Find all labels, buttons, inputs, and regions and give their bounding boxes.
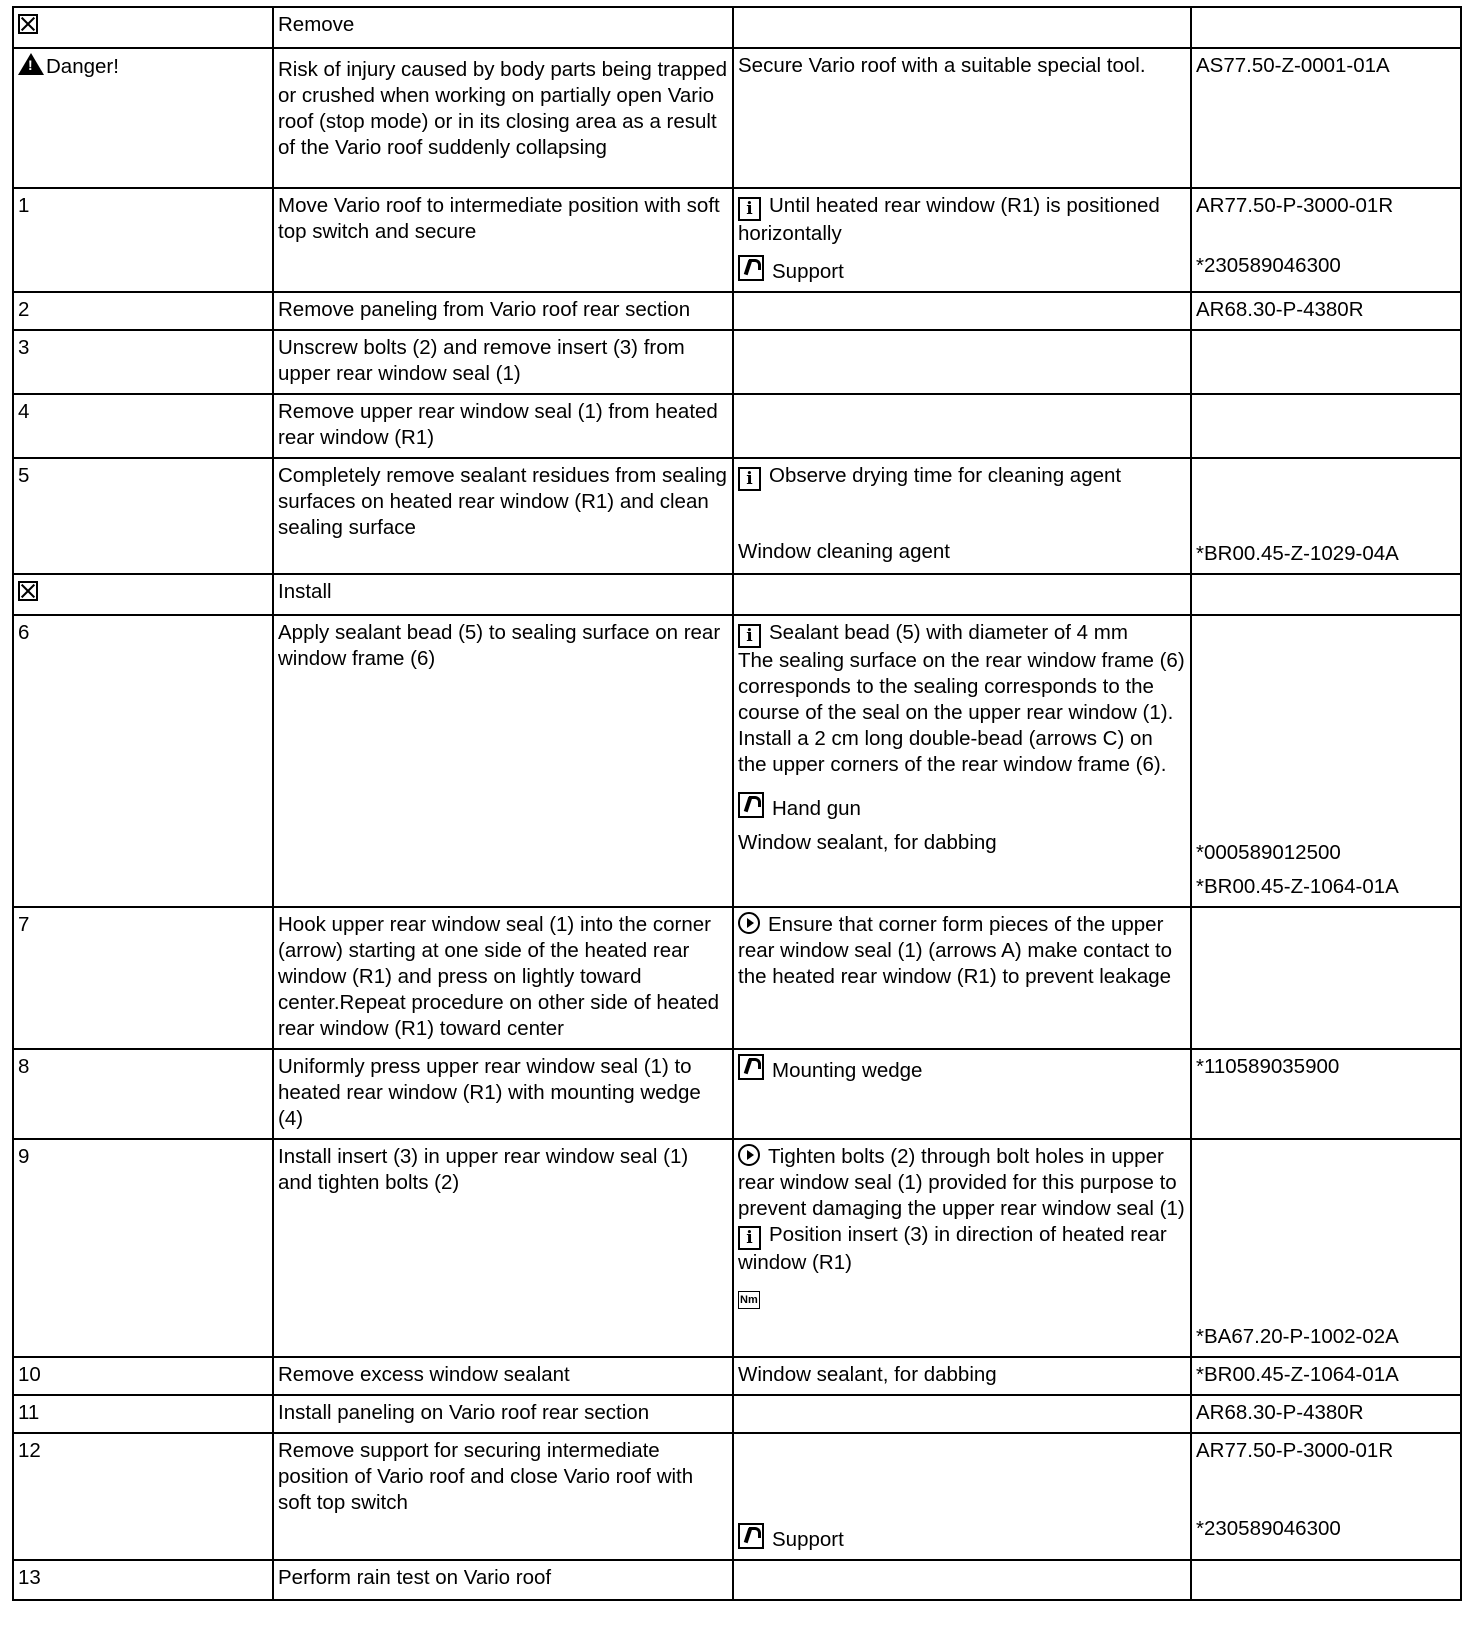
step-notes: [733, 188, 1191, 292]
info-icon: i: [738, 1226, 761, 1250]
step-number: 5: [13, 458, 273, 574]
warning-triangle-icon: [18, 53, 44, 75]
danger-action: Secure Vario roof with a suitable special tool.: [733, 48, 1191, 188]
step-row: [13, 188, 1461, 292]
info-icon: i: [738, 467, 761, 491]
section-title-remove: Remove: [273, 7, 733, 48]
info-text: Position insert (3) in direction of heated rear window (R1): [738, 1223, 1167, 1274]
section-row-remove: [13, 7, 1461, 48]
install-icon-cell: [13, 574, 273, 615]
description-text: Install a 2 cm long double-bead (arrows C) on the upper corners of the rear window frame (6).: [738, 727, 1167, 776]
procedure-table: [12, 6, 1462, 1601]
step-row: [13, 1139, 1461, 1357]
part-number: *230589046300: [1196, 1517, 1341, 1540]
step-number: 12: [13, 1433, 273, 1560]
step-text: Remove paneling from Vario roof rear section: [273, 292, 733, 330]
ref-link[interactable]: AR77.50-P-3000-01R: [1196, 1439, 1394, 1462]
step-notes: [733, 458, 1191, 574]
part-number: *110589035900: [1191, 1049, 1461, 1139]
info-icon: i: [738, 197, 761, 221]
ref-link[interactable]: AR77.50-P-3000-01R: [1196, 194, 1394, 217]
description-text: The sealing surface on the rear window frame (6) corresponds to the sealing corresponds to the course of the seal on the upper rear window (1).: [738, 649, 1185, 724]
step-number: 13: [13, 1560, 273, 1600]
step-number: 7: [13, 907, 273, 1049]
info-text: Sealant bead (5) with diameter of 4 mm: [769, 621, 1128, 644]
step-refs: [1191, 188, 1461, 292]
step-row: [13, 292, 1461, 330]
step-row: [13, 394, 1461, 458]
collapse-arrows-icon: [18, 581, 38, 601]
part-number: *BR00.45-Z-1064-01A: [1191, 1357, 1461, 1395]
step-row: [13, 330, 1461, 394]
tool-name: Mounting wedge: [772, 1059, 923, 1082]
note-text: Ensure that corner form pieces of the upper rear window seal (1) (arrows A) make contact to the heated rear window (R1) to prevent leakage: [738, 913, 1173, 988]
part-number: *000589012500: [1196, 841, 1341, 864]
danger-text: Risk of injury caused by body parts being trapped or crushed when working on partially open Vario roof (stop mode) or in its closing area as a result of the Vario roof suddenly collapsing: [273, 48, 733, 188]
material-name: Window sealant, for dabbing: [738, 831, 997, 854]
step-text: Unscrew bolts (2) and remove insert (3) from upper rear window seal (1): [273, 330, 733, 394]
step-row: [13, 1433, 1461, 1560]
step-number: 8: [13, 1049, 273, 1139]
step-row: [13, 1357, 1461, 1395]
step-number: 4: [13, 394, 273, 458]
step-text: Hook upper rear window seal (1) into the corner (arrow) starting at one side of the heated rear window (R1) and press on lightly toward center.Repeat procedure on other side of heated rear window (R1) toward center: [273, 907, 733, 1049]
step-text: Completely remove sealant residues from sealing surfaces on heated rear window (R1) and clean sealing surface: [273, 458, 733, 574]
step-number: 3: [13, 330, 273, 394]
step-number: 6: [13, 615, 273, 907]
step-text: Install insert (3) in upper rear window seal (1) and tighten bolts (2): [273, 1139, 733, 1357]
material-name: Window cleaning agent: [738, 540, 950, 563]
part-number: *BR00.45-Z-1064-01A: [1196, 875, 1399, 898]
step-row: [13, 1049, 1461, 1139]
material-name: Window sealant, for dabbing: [733, 1357, 1191, 1395]
info-text: Until heated rear window (R1) is positioned horizontally: [738, 194, 1160, 245]
step-text: Remove upper rear window seal (1) from heated rear window (R1): [273, 394, 733, 458]
tool-name: Hand gun: [772, 797, 861, 820]
step-text: Install paneling on Vario roof rear section: [273, 1395, 733, 1433]
tool-name: Support: [772, 260, 844, 283]
section-title-install: Install: [273, 574, 733, 615]
step-text: Move Vario roof to intermediate position with soft top switch and secure: [273, 188, 733, 292]
part-number: *BR00.45-Z-1029-04A: [1196, 542, 1399, 565]
danger-row: [13, 48, 1461, 188]
step-number: 10: [13, 1357, 273, 1395]
danger-label: Danger!: [46, 55, 119, 78]
step-notes: [733, 1139, 1191, 1357]
special-tool-icon: [738, 255, 764, 281]
step-notes: [733, 1433, 1191, 1560]
step-row: [13, 1560, 1461, 1600]
danger-label-cell: [13, 48, 273, 188]
part-number: *230589046300: [1196, 254, 1341, 277]
step-row: [13, 615, 1461, 907]
step-text: Remove support for securing intermediate position of Vario roof and close Vario roof with soft top switch: [273, 1433, 733, 1560]
step-refs: [1191, 1139, 1461, 1357]
info-icon: i: [738, 624, 761, 648]
special-tool-icon: [738, 1523, 764, 1549]
step-notes: [733, 1049, 1191, 1139]
note-text: Tighten bolts (2) through bolt holes in upper rear window seal (1) provided for this purpose to prevent damaging the upper rear window seal (1): [738, 1145, 1185, 1220]
tool-name: Support: [772, 1528, 844, 1551]
step-text: Perform rain test on Vario roof: [273, 1560, 733, 1600]
pointer-note-icon: [738, 1144, 760, 1166]
special-tool-icon: [738, 1054, 764, 1080]
step-refs: [1191, 1433, 1461, 1560]
step-row: [13, 907, 1461, 1049]
ref-link[interactable]: AR68.30-P-4380R: [1191, 1395, 1461, 1433]
pointer-note-icon: [738, 912, 760, 934]
expand-arrows-icon: [18, 14, 38, 34]
step-number: 2: [13, 292, 273, 330]
step-notes: [733, 615, 1191, 907]
info-text: Observe drying time for cleaning agent: [769, 464, 1122, 487]
special-tool-icon: [738, 792, 764, 818]
step-notes: [733, 907, 1191, 1049]
step-row: [13, 1395, 1461, 1433]
remove-icon-cell: [13, 7, 273, 48]
step-text: Remove excess window sealant: [273, 1357, 733, 1395]
step-row: [13, 458, 1461, 574]
step-text: Apply sealant bead (5) to sealing surface on rear window frame (6): [273, 615, 733, 907]
ref-link[interactable]: AR68.30-P-4380R: [1191, 292, 1461, 330]
step-number: 11: [13, 1395, 273, 1433]
step-number: 1: [13, 188, 273, 292]
danger-ref: AS77.50-Z-0001-01A: [1191, 48, 1461, 188]
torque-nm-icon: Nm: [738, 1291, 760, 1309]
section-row-install: [13, 574, 1461, 615]
step-text: Uniformly press upper rear window seal (1) to heated rear window (R1) with mounting wedge (4): [273, 1049, 733, 1139]
step-number: 9: [13, 1139, 273, 1357]
ref-link[interactable]: *BA67.20-P-1002-02A: [1196, 1325, 1399, 1348]
step-refs: [1191, 615, 1461, 907]
step-refs: [1191, 458, 1461, 574]
